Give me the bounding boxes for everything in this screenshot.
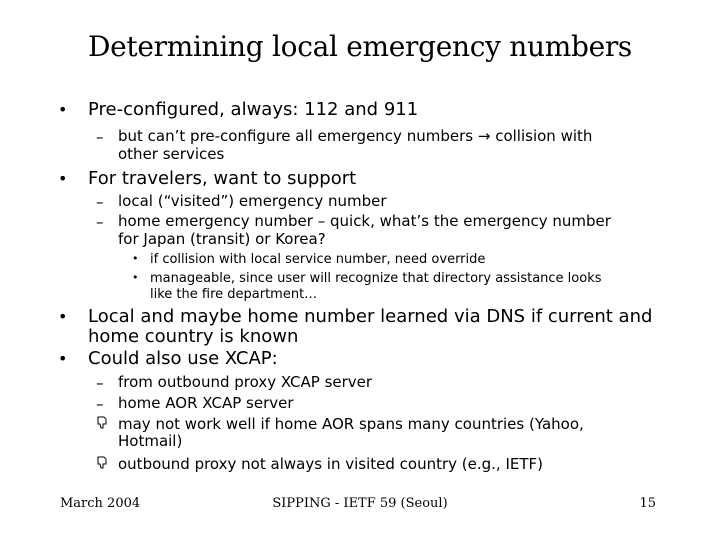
footer-event: SIPPING - IETF 59 (Seoul) bbox=[272, 496, 448, 511]
dash-icon: – bbox=[96, 128, 104, 146]
sub-bullet-home: home emergency number – quick, what’s the emergency number bbox=[118, 212, 611, 230]
bullet-dot: • bbox=[58, 307, 68, 326]
sub-bullet-collision-text: but can’t pre-configure all emergency numbers bbox=[118, 127, 474, 145]
sub-bullet-collision-line2: other services bbox=[118, 145, 225, 163]
bullet-dot: • bbox=[132, 271, 139, 284]
sub-bullet-home-line2: for Japan (transit) or Korea? bbox=[118, 230, 326, 248]
bullet-dns-line2: home country is known bbox=[88, 326, 299, 347]
dash-icon: – bbox=[96, 193, 104, 211]
thumbs-down-icon-svg bbox=[96, 456, 108, 470]
sub-bullet-aor-spans: may not work well if home AOR spans many countries (Yahoo, bbox=[118, 415, 584, 433]
sub-bullet-collision bbox=[118, 128, 658, 145]
dash-icon: – bbox=[96, 213, 104, 231]
footer-date: March 2004 bbox=[60, 496, 141, 511]
sub-sub-bullet-manageable: manageable, since user will recognize that directory assistance looks bbox=[150, 271, 602, 286]
bullet-dot: • bbox=[58, 100, 68, 119]
bullet-xcap: Could also use XCAP: bbox=[88, 348, 278, 369]
thumbs-down-icon bbox=[96, 456, 108, 474]
slide-title: Determining local emergency numbers bbox=[88, 30, 632, 63]
sub-bullet-home-xcap: home AOR XCAP server bbox=[118, 394, 294, 412]
sub-bullet-visited-country: outbound proxy not always in visited country (e.g., IETF) bbox=[118, 455, 543, 473]
bullet-dot: • bbox=[58, 169, 68, 188]
bullet-dot: • bbox=[132, 252, 139, 265]
arrow-right-icon: → bbox=[477, 127, 491, 145]
dash-icon: – bbox=[96, 395, 104, 413]
thumbs-down-icon bbox=[96, 416, 108, 434]
bullet-dot: • bbox=[58, 349, 68, 368]
sub-bullet-aor-spans-line2: Hotmail) bbox=[118, 432, 183, 450]
bullet-dns: Local and maybe home number learned via DNS if current and bbox=[88, 306, 653, 327]
footer-page-number: 15 bbox=[639, 496, 656, 511]
sub-sub-bullet-manageable-line2: like the fire department… bbox=[150, 287, 318, 302]
thumbs-down-icon-svg bbox=[96, 416, 108, 430]
bullet-travelers: For travelers, want to support bbox=[88, 168, 357, 189]
sub-bullet-collision-text-2: collision with bbox=[495, 127, 593, 145]
sub-sub-bullet-override: if collision with local service number, need override bbox=[150, 252, 486, 267]
sub-bullet-local: local (“visited”) emergency number bbox=[118, 192, 387, 210]
sub-bullet-outbound-xcap: from outbound proxy XCAP server bbox=[118, 373, 373, 391]
bullet-preconfigured: Pre-configured, always: 112 and 911 bbox=[88, 99, 419, 120]
dash-icon: – bbox=[96, 374, 104, 392]
